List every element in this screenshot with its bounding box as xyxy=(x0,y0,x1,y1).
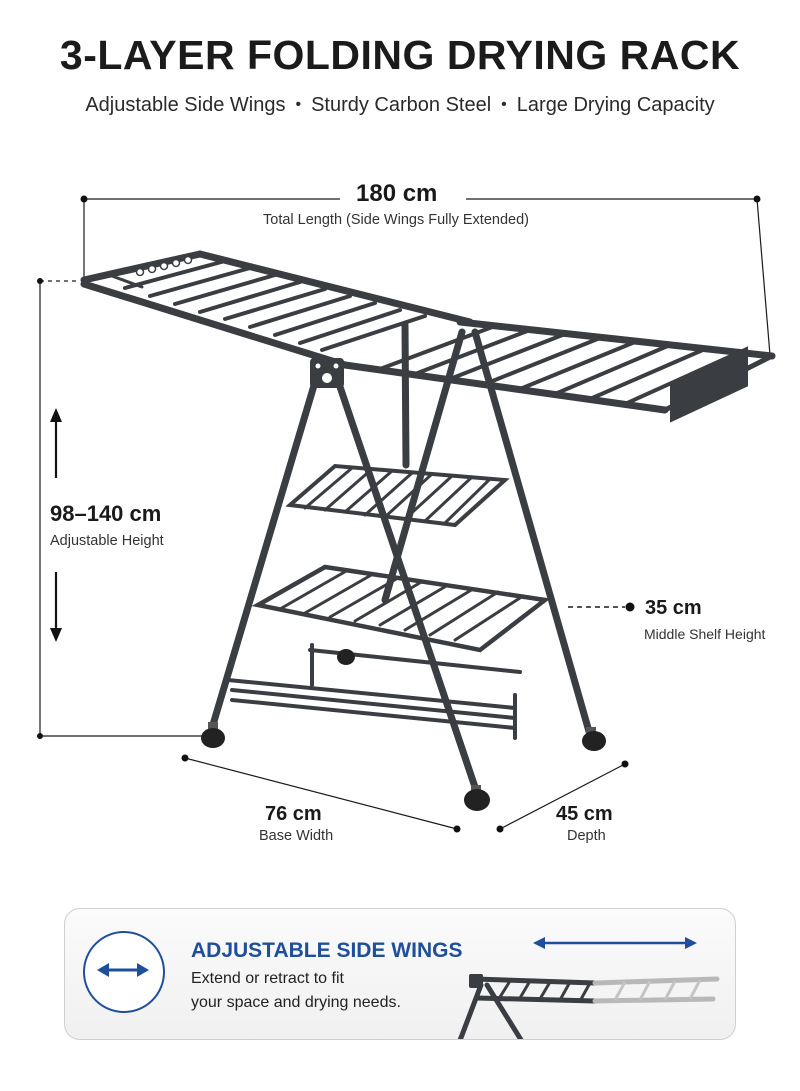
extend-arrow-icon xyxy=(533,937,697,949)
base-rails xyxy=(228,645,520,738)
feature-item: Large Drying Capacity xyxy=(516,94,715,116)
upper-shelf xyxy=(290,466,505,525)
page-title: 3-LAYER FOLDING DRYING RACK xyxy=(59,32,741,78)
bullet-separator: • xyxy=(295,96,302,113)
base-width-label: Base Width xyxy=(259,828,334,844)
base-width-value: 76 cm xyxy=(265,803,322,825)
middle-shelf xyxy=(258,567,545,650)
feature-item: Adjustable Side Wings xyxy=(85,94,286,116)
mini-wing-illustration xyxy=(455,923,725,1039)
bullet-separator: • xyxy=(501,96,507,113)
depth-label: Depth xyxy=(567,828,606,844)
depth-value: 45 cm xyxy=(556,803,613,825)
casters xyxy=(201,649,606,811)
double-arrow-icon xyxy=(83,931,165,1013)
total-length-value: 180 cm xyxy=(356,180,438,207)
height-label: Adjustable Height xyxy=(50,533,164,549)
card-title: ADJUSTABLE SIDE WINGS xyxy=(191,939,463,962)
rack-frame xyxy=(84,254,772,790)
height-value: 98–140 cm xyxy=(50,501,162,526)
feature-item: Sturdy Carbon Steel xyxy=(311,94,492,116)
card-desc-line: your space and drying needs. xyxy=(191,994,401,1011)
middle-shelf-value: 35 cm xyxy=(645,597,702,619)
middle-shelf-label: Middle Shelf Height xyxy=(644,626,766,642)
card-description xyxy=(191,967,431,1015)
hinge-plate xyxy=(310,358,344,388)
card-desc-line: Extend or retract to fit xyxy=(191,970,344,987)
total-length-label: Total Length (Side Wings Fully Extended) xyxy=(263,212,529,228)
feature-card xyxy=(64,908,736,1040)
